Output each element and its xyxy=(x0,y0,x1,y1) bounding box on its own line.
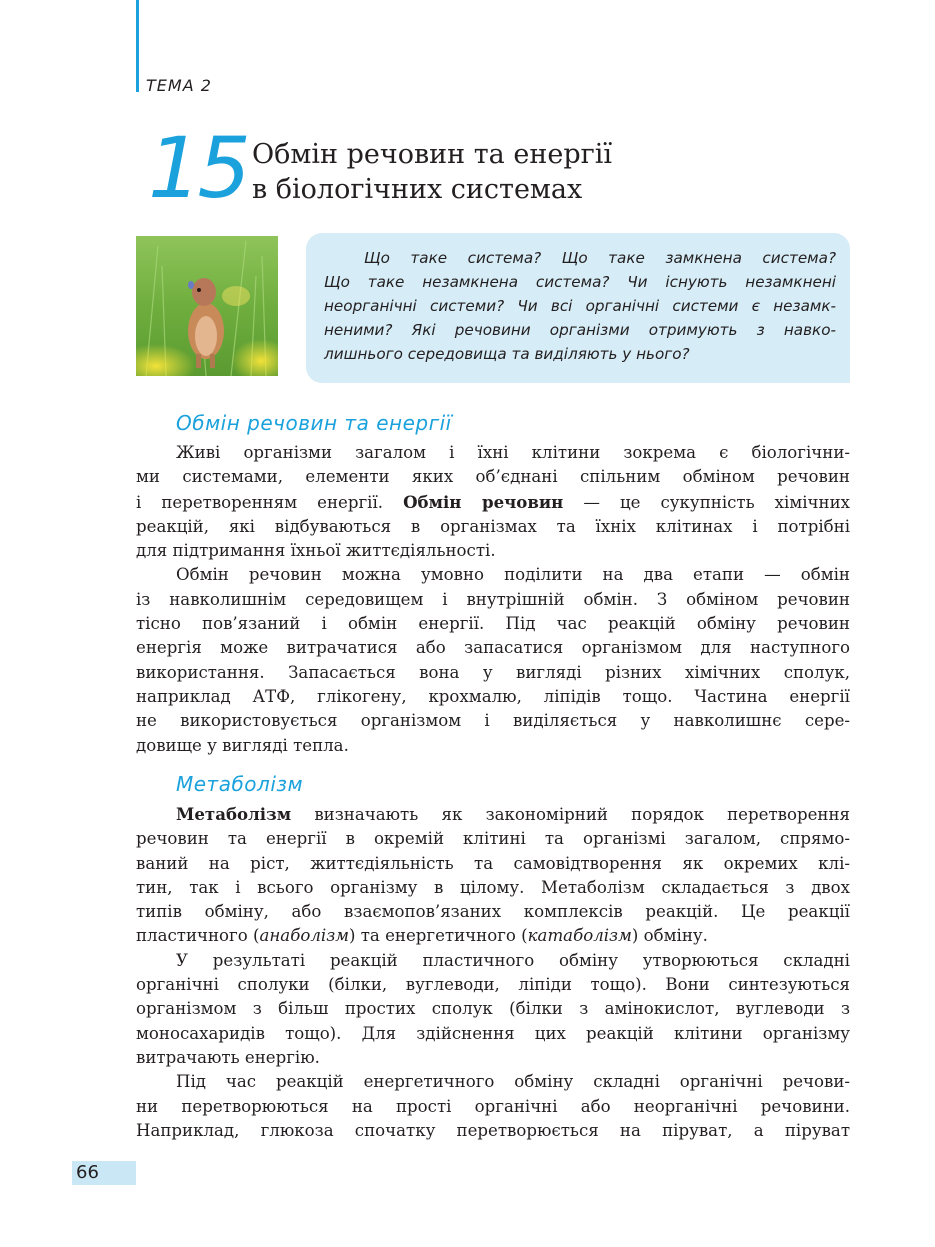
section-heading: Обмін речовин та енергії xyxy=(176,411,452,435)
text-line: У результаті реакцій пластичного обміну утворюються складні xyxy=(176,950,850,970)
term-catabolism: катаболізм xyxy=(527,926,632,946)
text-line xyxy=(136,490,850,515)
text-fragment: ) та енергетичного ( xyxy=(349,926,528,946)
text-line: речовин та енергії в окремій клітині та організмі загалом, спрямо- xyxy=(136,829,850,849)
text-line: із навколишнім середовищем і внутрішній обмін. З обміном речовин xyxy=(136,589,850,609)
text-line: типів обміну, або взаємопов’язаних комплексів реакцій. Це реакції xyxy=(136,902,850,922)
question-line: Що таке система? Що таке замкнена система? xyxy=(364,249,836,267)
chapter-title xyxy=(252,137,812,207)
section2-body xyxy=(136,802,850,1143)
header-rule xyxy=(136,0,139,92)
question-line: Що таке незамкнена система? Чи існують незамкнені xyxy=(324,273,836,291)
question-line: лишнього середовища та виділяють у нього? xyxy=(324,345,690,363)
question-line: неними? Які речовини організми отримують з навко- xyxy=(324,321,836,339)
text-line: для підтримання їхньої життєдіяльності. xyxy=(136,541,496,561)
text-line: моносахаридів тощо). Для здійснення цих реакцій клітини організму xyxy=(136,1023,850,1043)
text-fragment: визначають як закономірний порядок перетворення xyxy=(314,805,850,824)
text-line: тісно пов’язаний і обмін енергії. Під час реакцій обміну речовин xyxy=(136,614,850,634)
chapter-title-line: в біологічних системах xyxy=(252,174,583,205)
ground-squirrel-photo xyxy=(136,236,278,376)
text-line: наприклад АТФ, глікогену, крохмалю, ліпідів тощо. Частина енергії xyxy=(136,686,850,706)
text-line: енергія може витрачатися або запасатися організмом для наступного xyxy=(136,638,850,658)
text-fragment: — це сукупність хімічних xyxy=(583,492,850,512)
chapter-title-line: Обмін речовин та енергії xyxy=(252,139,613,170)
text-line: довище у вигляді тепла. xyxy=(136,735,349,755)
question-line: неорганічні системи? Чи всі органічні системи є незамк- xyxy=(324,297,836,315)
text-line: ми системами, елементи яких об’єднані спільним обміном речовин xyxy=(136,467,850,487)
text-line: реакцій, які відбуваються в організмах та їхніх клітинах і потрібні xyxy=(136,516,850,536)
section-heading: Метаболізм xyxy=(176,772,304,796)
text-line: використання. Запасається вона у вигляді різних хімічних сполук, xyxy=(136,662,850,682)
text-line: органічні сполуки (білки, вуглеводи, ліпіди тощо). Вони синтезуються xyxy=(136,975,850,995)
text-line xyxy=(136,802,850,827)
page-number: 66 xyxy=(76,1162,99,1183)
section1-body xyxy=(136,441,850,758)
questions-text xyxy=(324,246,836,366)
text-line: Обмін речовин можна умовно поділити на два етапи — обмін xyxy=(176,565,850,585)
text-line: Під час реакцій енергетичного обміну складні органічні речови- xyxy=(176,1072,850,1092)
text-line: тин, так і всього організму в цілому. Метаболізм складається з двох xyxy=(136,877,850,897)
text-line: Наприклад, глюкоза спочатку перетворюється на піруват, а піруват xyxy=(136,1120,850,1140)
text-line: ваний на ріст, життєдіяльність та самовідтворення як окремих клі- xyxy=(136,853,850,873)
term-metabolism: Обмін речовин xyxy=(403,491,564,512)
text-line xyxy=(136,924,850,948)
term-anabolism: анаболізм xyxy=(259,926,349,946)
topic-label: ТЕМА 2 xyxy=(146,76,212,95)
text-fragment: і перетворенням енергії. xyxy=(136,492,384,512)
text-line: організмом з більш простих сполук (білки з амінокислот, вуглеводи з xyxy=(136,999,850,1019)
text-fragment: пластичного ( xyxy=(136,926,260,946)
text-line: ни перетворюються на прості органічні або неорганічні речовини. xyxy=(136,1096,850,1116)
text-line: витрачають енергію. xyxy=(136,1047,320,1067)
text-line: не використовується організмом і виділяється у навколишнє сере- xyxy=(136,711,850,731)
text-fragment: ) обміну. xyxy=(631,926,708,946)
chapter-number: 15 xyxy=(148,119,247,217)
term-metabolism: Метаболізм xyxy=(176,804,292,824)
text-line: Живі організми загалом і їхні клітини зокрема є біологічни- xyxy=(176,443,850,462)
